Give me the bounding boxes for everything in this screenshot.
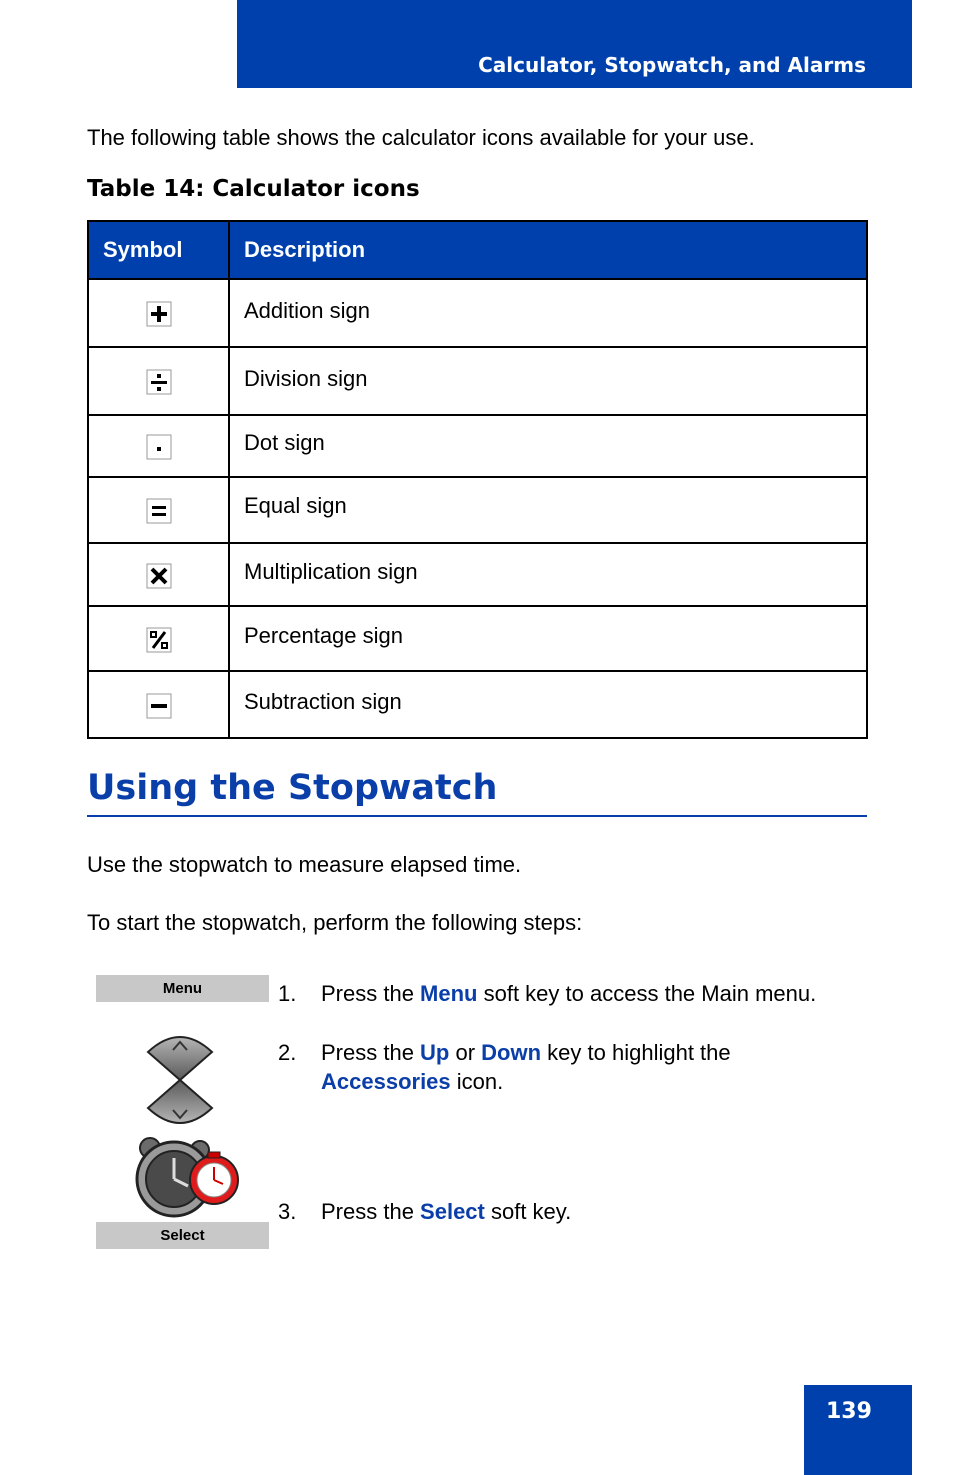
step-number: 1. xyxy=(278,981,297,1006)
step-text-part: icon. xyxy=(450,1069,504,1094)
paragraph: Use the stopwatch to measure elapsed time. xyxy=(87,852,522,877)
paragraph: To start the stopwatch, perform the following steps: xyxy=(87,910,583,935)
description-cell: Addition sign xyxy=(229,279,867,347)
header-bar xyxy=(237,0,912,88)
table-row xyxy=(88,606,867,671)
symbol-cell xyxy=(88,477,229,543)
description-cell: Subtraction sign xyxy=(229,671,867,738)
step-number: 3. xyxy=(278,1199,297,1224)
stopwatch-alarm-clock-icon xyxy=(128,1136,240,1218)
page-number: 139 xyxy=(826,1399,872,1424)
symbol-cell xyxy=(88,279,229,347)
description-cell: Division sign xyxy=(229,347,867,415)
page-number-box xyxy=(804,1385,912,1475)
column-header-description: Description xyxy=(229,221,867,279)
header-title: Calculator, Stopwatch, and Alarms xyxy=(478,53,866,77)
select-keyword: Select xyxy=(420,1199,485,1224)
table-row xyxy=(88,347,867,415)
menu-keyword: Menu xyxy=(420,981,478,1006)
table-row xyxy=(88,279,867,347)
symbol-cell xyxy=(88,543,229,606)
step-text-part: soft key to access the Main menu. xyxy=(477,981,817,1006)
section-title: Using the Stopwatch xyxy=(87,768,498,808)
minus-icon xyxy=(146,693,172,719)
up-down-navigation-key-icon[interactable] xyxy=(145,1030,215,1130)
select-softkey[interactable]: Select xyxy=(96,1222,269,1249)
section-divider xyxy=(87,815,867,817)
table-row xyxy=(88,477,867,543)
table-row xyxy=(88,543,867,606)
table-header-row xyxy=(88,221,867,279)
percent-icon xyxy=(146,627,172,653)
description-cell: Equal sign xyxy=(229,477,867,543)
step-text-part: soft key. xyxy=(484,1199,572,1224)
menu-softkey[interactable]: Menu xyxy=(96,975,269,1002)
accessories-keyword: Accessories xyxy=(321,1069,451,1094)
dot-icon xyxy=(146,434,172,460)
step-number: 2. xyxy=(278,1040,297,1065)
table-row xyxy=(88,415,867,477)
step-text xyxy=(321,1197,876,1226)
column-header-symbol: Symbol xyxy=(88,221,229,279)
step-text-part: key to highlight the xyxy=(541,1040,731,1065)
calculator-icons-table xyxy=(87,220,868,739)
step-text xyxy=(321,979,876,1008)
table-row xyxy=(88,671,867,738)
symbol-cell xyxy=(88,415,229,477)
description-cell: Multiplication sign xyxy=(229,543,867,606)
intro-text: The following table shows the calculator icons available for your use. xyxy=(87,125,755,150)
divide-icon xyxy=(146,369,172,395)
down-keyword: Down xyxy=(481,1040,542,1065)
equal-icon xyxy=(146,498,172,524)
up-keyword: Up xyxy=(420,1040,450,1065)
symbol-cell xyxy=(88,347,229,415)
symbol-cell xyxy=(88,606,229,671)
step-text-part: or xyxy=(449,1040,482,1065)
description-cell: Dot sign xyxy=(229,415,867,477)
symbol-cell xyxy=(88,671,229,738)
step-text-part: Press the xyxy=(321,981,421,1006)
step-text-part: Press the xyxy=(321,1199,421,1224)
step-text-part: Press the xyxy=(321,1040,421,1065)
plus-icon xyxy=(146,301,172,327)
multiply-icon xyxy=(146,563,172,589)
table-caption: Table 14: Calculator icons xyxy=(87,176,420,202)
description-cell: Percentage sign xyxy=(229,606,867,671)
step-text xyxy=(321,1038,876,1096)
